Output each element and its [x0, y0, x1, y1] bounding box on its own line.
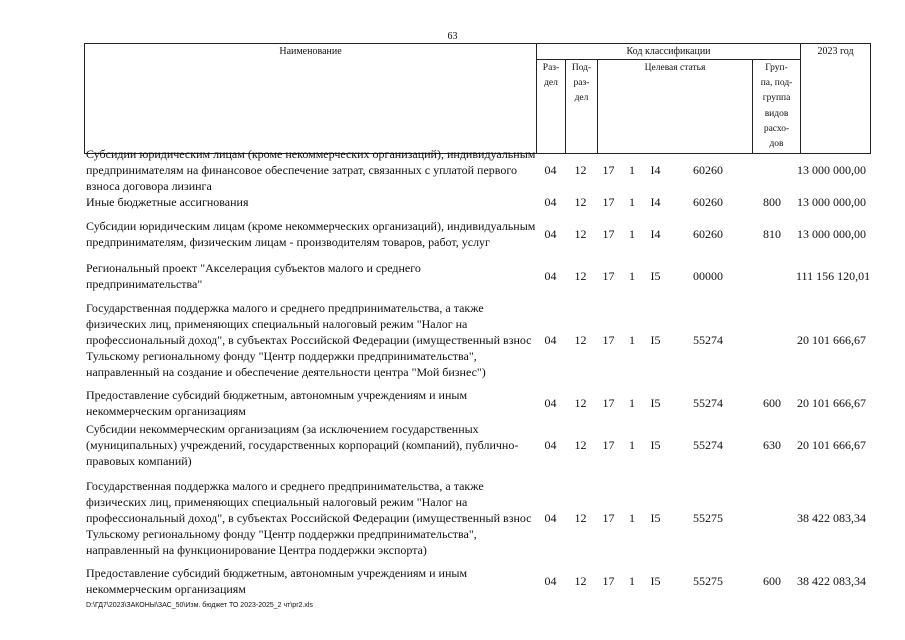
row-c3: I4 [650, 163, 661, 177]
budget-table [86, 146, 870, 597]
row-vr [748, 471, 796, 565]
row-name: Иные бюджетные ассигнования [86, 195, 249, 209]
row-rz: 04 [544, 511, 557, 525]
row-rz: 04 [544, 574, 557, 588]
column-header-razdel: Раз- дел [537, 60, 566, 154]
row-c3: I4 [650, 227, 661, 241]
table-row [86, 419, 870, 471]
row-c1: 17 [602, 163, 615, 177]
column-header-podrazdel: Под- раз- дел [566, 60, 598, 154]
row-pr: 12 [574, 396, 587, 410]
row-c4: 55275 [693, 574, 723, 588]
row-name: Субсидии юридическим лицам (кроме некоммерческих организаций), индивидуальным предпринимателям, физическим лицам - производителям товаров, работ, услуг [86, 219, 536, 249]
row-vr [748, 258, 796, 293]
row-c1: 17 [602, 396, 615, 410]
row-c2: 1 [629, 227, 635, 241]
row-pr: 12 [574, 511, 587, 525]
row-c3: I5 [650, 438, 661, 452]
row-pr: 12 [574, 195, 587, 209]
row-c2: 1 [629, 438, 635, 452]
row-c1: 17 [602, 333, 615, 347]
row-sum: 20 101 666,67 [797, 396, 866, 410]
table-row [86, 565, 870, 597]
row-pr: 12 [574, 163, 587, 177]
row-c4: 60260 [693, 163, 723, 177]
row-name: Региональный проект "Акселерация субъектов малого и среднего предпринимательства" [86, 260, 421, 291]
row-c1: 17 [602, 268, 615, 283]
row-name: Предоставление субсидий бюджетным, автономным учреждениям и иным некоммерческим организациям [86, 566, 468, 596]
table-row [86, 387, 870, 419]
row-rz: 04 [544, 396, 557, 410]
table-row [86, 471, 870, 565]
row-sum: 13 000 000,00 [797, 227, 866, 241]
row-rz: 04 [544, 195, 557, 209]
row-sum: 38 422 083,34 [797, 511, 866, 525]
row-c3: I5 [650, 511, 661, 525]
column-header-group: Груп- па, под- группа видов расхо- дов [753, 60, 801, 154]
row-pr: 12 [574, 227, 587, 241]
row-c4: 55274 [693, 438, 723, 452]
row-c1: 17 [602, 574, 615, 588]
row-pr: 12 [574, 268, 587, 283]
row-rz: 04 [544, 163, 557, 177]
row-vr [748, 146, 796, 194]
row-c3: I5 [650, 574, 661, 588]
row-vr: 810 [763, 227, 781, 241]
table-row [86, 146, 870, 194]
row-c1: 17 [602, 511, 615, 525]
row-vr: 600 [763, 574, 781, 588]
row-name: Субсидии юридическим лицам (кроме некоммерческих организаций), индивидуальным предпринимателям на финансовое обеспечение затрат, связанных с уплатой первого взноса договора лизинга [86, 147, 536, 193]
row-c2: 1 [629, 163, 635, 177]
row-sum: 38 422 083,34 [797, 574, 866, 588]
file-path: D:\ГД7\2023\ЗАКОНЫ\ЗАС_50\Изм. бюджет ТО 2023-2025_2 чт\pr2.xls [86, 602, 313, 609]
row-c4: 55275 [693, 511, 723, 525]
table-row [86, 293, 870, 387]
row-sum: 13 000 000,00 [797, 163, 866, 177]
row-rz: 04 [544, 268, 557, 283]
row-sum: 13 000 000,00 [797, 195, 866, 209]
row-c2: 1 [629, 195, 635, 209]
row-name: Субсидии некоммерческим организациям (за исключением государственных (муниципальных) учреждений, государственных корпораций (компаний), публично-правовых компаний) [86, 422, 519, 468]
row-vr: 600 [763, 396, 781, 410]
row-vr [748, 293, 796, 387]
row-rz: 04 [544, 227, 557, 241]
column-header-code-group: Код классификации [537, 44, 801, 60]
row-pr: 12 [574, 574, 587, 588]
row-vr: 800 [763, 195, 781, 209]
row-name: Государственная поддержка малого и среднего предпринимательства, а также физических лиц, применяющих специальный налоговый режим "Налог на профессиональный доход", в субъектах Российской Федерации (имущественный взнос Тульскому региональному фонду "Центр поддержки предпринимательства", направленный на функционирование Центра поддержки экспорта) [86, 479, 532, 557]
row-c1: 17 [602, 227, 615, 241]
column-header-year: 2023 год [801, 44, 871, 154]
row-c4: 60260 [693, 195, 723, 209]
row-sum: 111 156 120,01 [796, 268, 871, 283]
row-c2: 1 [629, 574, 635, 588]
row-c4: 55274 [693, 396, 723, 410]
row-sum: 20 101 666,67 [797, 333, 866, 347]
row-c3: I5 [650, 268, 661, 283]
row-c2: 1 [629, 511, 635, 525]
page-number: 63 [447, 31, 458, 42]
row-c3: I5 [650, 333, 661, 347]
row-c4: 60260 [693, 227, 723, 241]
table-header [84, 43, 871, 154]
row-c4: 55274 [693, 333, 723, 347]
row-c3: I5 [650, 396, 661, 410]
row-rz: 04 [544, 333, 557, 347]
row-c1: 17 [602, 195, 615, 209]
row-rz: 04 [544, 438, 557, 452]
row-c4: 00000 [693, 268, 723, 283]
row-c2: 1 [629, 396, 635, 410]
column-header-name: Наименование [85, 44, 537, 154]
table-row [86, 258, 870, 293]
row-pr: 12 [574, 333, 587, 347]
table-row [86, 210, 870, 258]
row-sum: 20 101 666,67 [797, 438, 866, 452]
row-name: Предоставление субсидий бюджетным, автономным учреждениям и иным некоммерческим организациям [86, 388, 468, 418]
row-c2: 1 [629, 268, 635, 283]
row-c3: I4 [650, 195, 661, 209]
table-row [86, 194, 870, 210]
column-header-target: Целевая статья [598, 60, 753, 154]
row-c2: 1 [629, 333, 635, 347]
row-name: Государственная поддержка малого и среднего предпринимательства, а также физических лиц, применяющих специальный налоговый режим "Налог на профессиональный доход", в субъектах Российской Федерации (имущественный взнос Тульскому региональному фонду "Центр поддержки предпринимательства", направленный на создание и обеспечение деятельности центра "Мой бизнес") [86, 301, 532, 379]
row-c1: 17 [602, 438, 615, 452]
row-pr: 12 [574, 438, 587, 452]
row-vr: 630 [763, 438, 781, 452]
